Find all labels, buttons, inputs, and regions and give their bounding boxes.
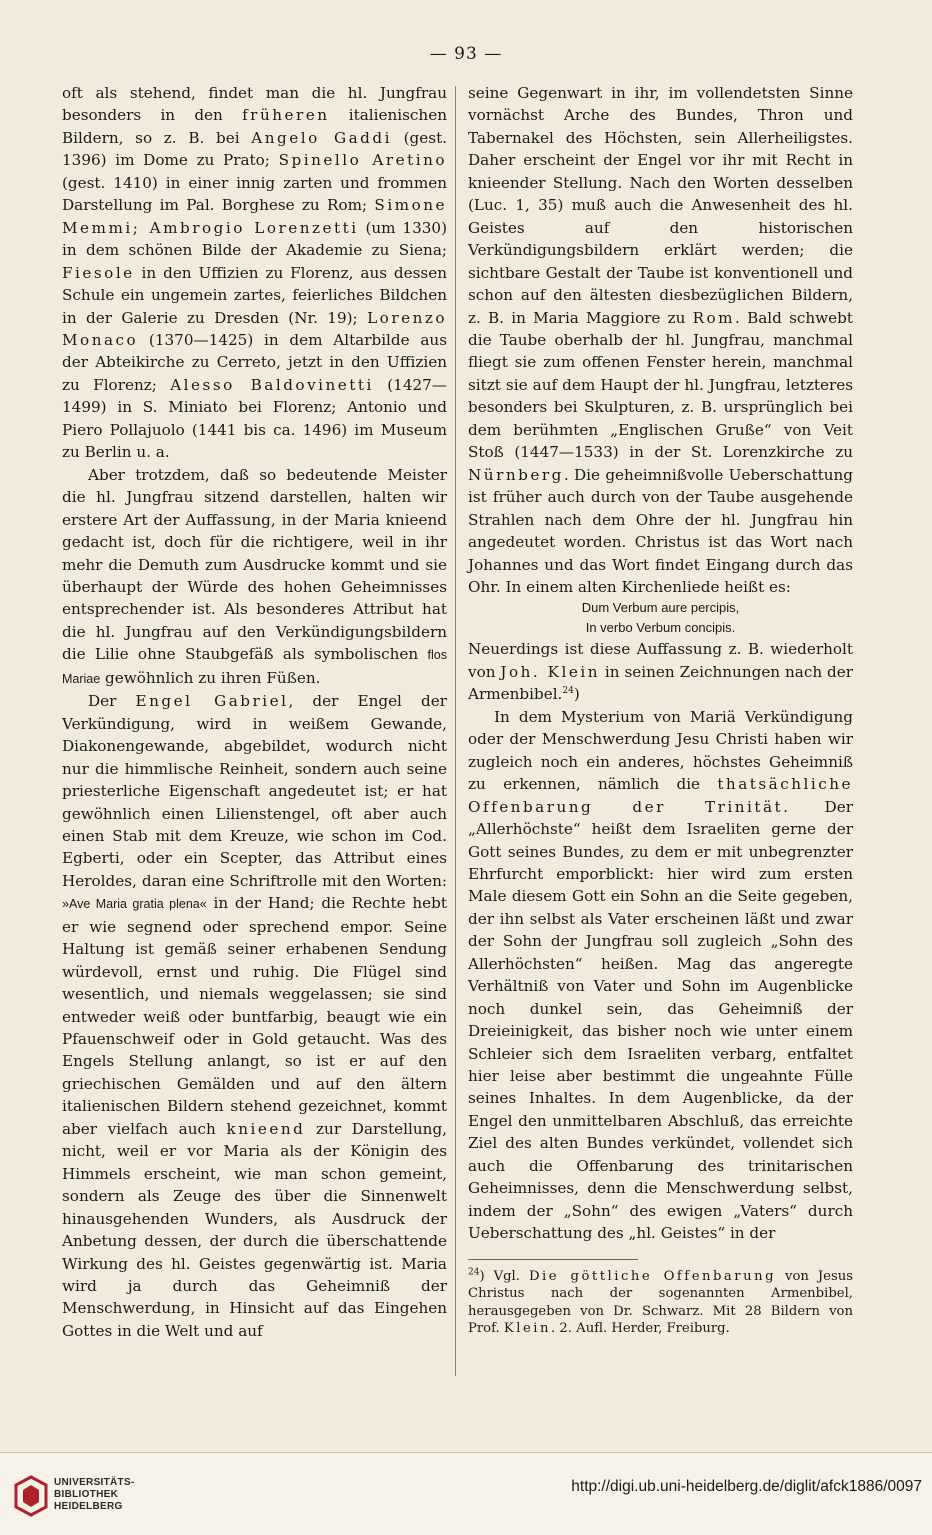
paragraph: seine Gegenwart in ihr, im vollendetsten Sinne vornächst Arche des Bundes, Thron und Tabernakel des Höchsten, sein Allerheiligstes. Daher erscheint der Engel vor ihr mit Recht in knieender Stellung. Nach den Worten desselben (Luc. 1, 35) muß auch die Anwesenheit des hl. Geistes auf den historischen Verkündigungsbildern erklärt werden; die sichtbare Gestalt der Taube ist konventionell und schon auf den ältesten diesbezüglichen Bildern, z. B. in Maria Maggiore zu Rom. Bald schwebt die Taube oberhalb der hl. Jungfrau, manchmal fliegt sie zum offenen Fenster herein, manchmal sitzt sie auf dem Haupt der hl. Jungfrau, letzteres besonders bei Skulpturen, z. B. ursprünglich bei dem berühmten „Englischen Gruße“ von Veit Stoß (1447—1533) in der St. Lorenzkirche zu Nürnberg. Die geheimnißvolle Ueberschattung ist früher auch durch von der Taube ausgehende Strahlen nach dem Ohre der hl. Jungfrau hin angedeutet worden. Christus ist das Wort nach Johannes und das Wort findet Eingang durch das Ohr. In einem alten Kirchenliede heißt es:	[468, 84, 853, 596]
library-logo-text: UNIVERSITÄTS- BIBLIOTHEK HEIDELBERG	[54, 1477, 135, 1512]
paragraph: In dem Mysterium von Mariä Verkündigung oder der Menschwerdung Jesu Christi haben wir zugleich noch ein anderes, höchstes Geheimniß zu erkennen, nämlich die thatsächliche Offenbarung der Trinität. Der „Allerhöchste“ heißt dem Israeliten gerne der Gott seines Bundes, zu dem er mit unbegrenzter Ehrfurcht emporblickt: hier wird zum ersten Male diesem Gott ein Sohn an die Seite gegeben, der ihn selbst als Vater erscheinen läßt und zwar der Sohn der Jungfrau soll zugleich „Sohn des Allerhöchsten“ heißen. Mag das angeregte Verhältniß von Vater und Sohn im Augenblicke noch dunkel sein, das Geheimniß der Dreieinigkeit, das bisher noch wie unter einem Schleier sich dem Israeliten verbarg, entfaltet hier leise aber bestimmt die ungeahnte Fülle seines Inhaltes. In dem Augenblicke, da der Engel den unmittelbaren Abschluß, das erreichte Ziel des alten Bundes verkündet, vollendet sich auch die Offenbarung des trinitarischen Geheimnisses, denn die Menschwerdung selbst, indem der „Sohn“ des ewigen „Vaters“ durch Ueberschattung des „hl. Geistes“ in der	[468, 707, 853, 1243]
emphasis: Die göttliche Offenbarung	[528, 1268, 777, 1284]
paragraph: Aber trotzdem, daß so bedeutende Meister die hl. Jungfrau sitzend darstellen, halten wir erstere Art der Auffassung, in der Maria knieend gedacht ist, doch für die richtigere, weil in ihr mehr die Demuth zum Ausdrucke kommt und sie überhaupt der Würde des hohen Geheimnisses entsprechender ist. Als besonderes Attribut hat die hl. Jungfrau auf den Verkündigungsbildern die Lilie ohne Staubgefäß als symbolischen flos Mariae gewöhnlich zu ihren Füßen.	[62, 465, 447, 687]
artist-name: Spinello Aretino	[278, 151, 447, 170]
emphasis: früheren	[242, 106, 330, 125]
column-divider	[455, 86, 456, 1376]
artist-name: Alesso Baldovinetti	[170, 375, 374, 394]
library-logo-icon	[14, 1475, 48, 1517]
emphasis: Engel Gabriel	[135, 692, 289, 711]
hymn-quote-line: Dum Verbum aure percipis,	[581, 600, 740, 616]
digitization-url[interactable]: http://digi.ub.uni-heidelberg.de/diglit/afck1886/0097	[571, 1478, 922, 1495]
page-number: — 93 —	[429, 44, 503, 64]
emphasis: thatsächliche Offenbarung der Trinität	[468, 775, 853, 816]
footer-bar	[0, 1452, 932, 1535]
paragraph: Der Engel Gabriel, der Engel der Verkündigung, wird in weißem Gewande, Diakonengewande, abgebildet, wodurch nicht nur die himmlische Reinheit, sondern auch seine priesterliche Eigenschaft angedeutet ist; er hat gewöhnlich einen Lilienstengel, oft aber auch einen Stab mit dem Kreuze, wie schon im Cod. Egberti, oder ein Scepter, das Attribut eines Heroldes, daran eine Schriftrolle mit den Worten: »Ave Maria gratia plena« in der Hand; die Rechte hebt er wie segnend oder sprechend empor. Seine Haltung ist gemäß seiner erhabenen Sendung würdevoll, ernst und ruhig. Die Flügel sind wesentlich, und niemals weggelassen; sie sind entweder weiß oder buntfarbig, beaugt wie ein Pfauenschweif oder in Gold getaucht. Was des Engels Stellung anlangt, so ist er auf den griechischen Gemälden und auf den ältern italienischen Bildern stehend gezeichnet, kommt aber vielfach auch knieend zur Darstellung, nicht, weil er vor Maria als der Königin des Himmels erscheint, wie man schon gemeint, sondern als Zeuge des über die Sinnenwelt hinausgehenden Wunders, als Ausdruck der Anbetung dessen, der durch die überschattende Wirkung des hl. Geistes gegenwärtig ist. Maria wird ja durch das Geheimniß der Menschwerdung, in Hinsicht auf das Eingehen Gottes in die Welt und auf	[62, 692, 447, 1340]
artist-name: Simone Memmi; Ambrogio Lorenzetti	[62, 196, 447, 237]
library-logo	[14, 1473, 174, 1521]
person-name: Joh. Klein	[500, 662, 601, 681]
artist-name: Angelo Gaddi	[251, 128, 392, 147]
footnote-divider	[468, 1259, 638, 1260]
latin-phrase: flos Mariae	[62, 648, 447, 686]
person-name: Klein	[503, 1321, 552, 1337]
artist-name: Lorenzo Monaco	[62, 308, 447, 349]
footnote-number: 24	[468, 1267, 480, 1278]
emphasis: knieend	[226, 1119, 306, 1138]
right-column	[468, 82, 853, 1338]
left-column	[62, 82, 447, 1342]
place-name: Nürnberg	[468, 465, 564, 484]
latin-phrase: »Ave Maria gratia plena«	[62, 897, 207, 912]
place-name: Rom	[692, 308, 736, 327]
hymn-quote-line: In verbo Verbum concipis.	[585, 620, 736, 636]
footnote: $^{24}$) Vgl. Die göttliche Offenbarung von Jesus Christus nach der sogenannten Armenbibel, herausgegeben von Dr. Schwarz. Mit 28 Bildern von Prof. Klein. 2. Aufl. Herder, Freiburg.	[468, 1267, 854, 1337]
footnote-reference: 24	[562, 686, 574, 697]
paragraph: oft als stehend, findet man die hl. Jungfrau besonders in den früheren italienischen Bildern, so z. B. bei Angelo Gaddi (gest. 1396) im Dome zu Prato; Spinello Aretino (gest. 1410) in einer innig zarten und frommen Darstellung im Pal. Borghese zu Rom; Simone Memmi; Ambrogio Lorenzetti (um 1330) in dem schönen Bilde der Akademie zu Siena; Fiesole in den Uffizien zu Florenz, aus dessen Schule ein ungemein zartes, feierliches Bildchen in der Galerie zu Dresden (Nr. 19); Lorenzo Monaco (1370—1425) in dem Altarbilde aus der Abteikirche zu Cerreto, jetzt in den Uffizien zu Florenz; Alesso Baldovinetti (1427—1499) in S. Miniato bei Florenz; Antonio und Piero Pollajuolo (1441 bis ca. 1496) im Museum zu Berlin u. a.	[62, 84, 447, 462]
artist-name: Fiesole	[62, 263, 135, 282]
paragraph: Neuerdings ist diese Auffassung z. B. wiederholt von Joh. Klein in seinen Zeichnungen nach der Armenbibel.$^{24}$)	[468, 640, 853, 704]
